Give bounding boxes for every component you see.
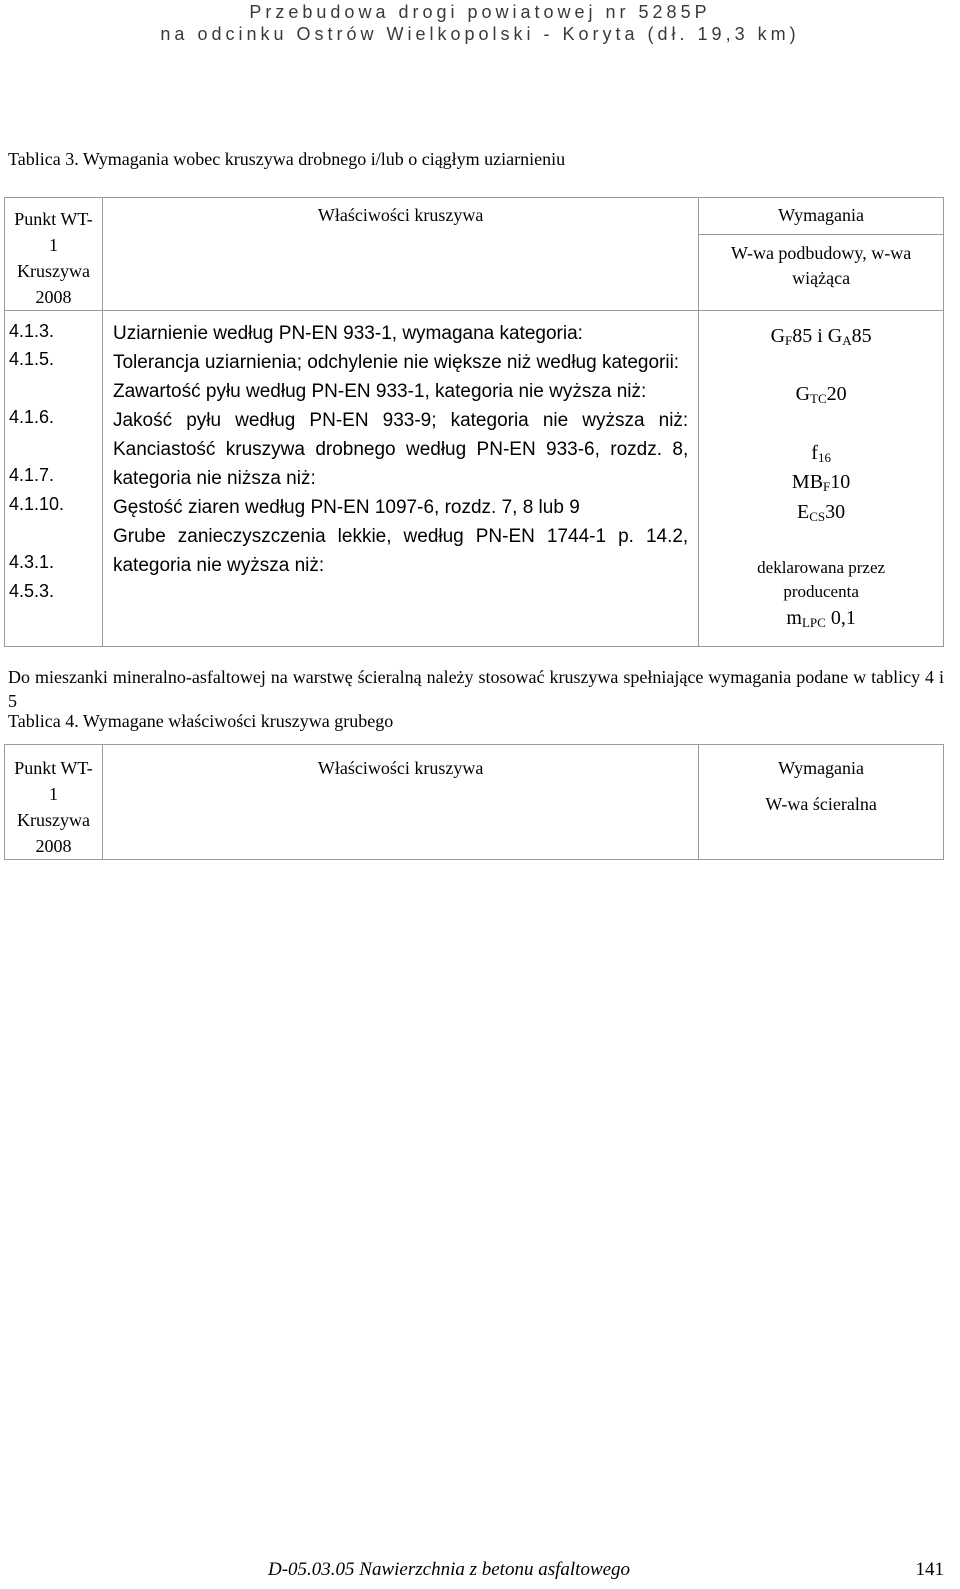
body-paragraph: Do mieszanki mineralno-asfaltowej na warstwę ścieralną należy stosować kruszywa spełniające wymagania podane w tablicy 4 i 5: [8, 667, 944, 711]
requirement-fines-quality: [699, 471, 943, 495]
document-header-title: Przebudowa drogi powiatowej nr 5285P: [249, 2, 711, 22]
code-4-1-6: 4.1.6.: [9, 407, 55, 427]
table4-caption: Tablica 4. Wymagane właściwości kruszywa grubego: [8, 711, 394, 731]
code-4-5-3: 4.5.3.: [9, 581, 55, 601]
req7-p1: m: [786, 607, 802, 629]
req6-line2: producenta: [783, 582, 859, 601]
footer-title: D-05.03.05 Nawierzchnia z betonu asfaltowego: [268, 1559, 631, 1580]
req4-s1: F: [823, 479, 831, 494]
req1-s1: F: [785, 333, 793, 348]
property-light-contaminants: Grube zanieczyszczenia lekkie, według PN-EN 1744-1 p. 14.2, kategoria nie wyższa niż:: [112, 526, 689, 576]
property-grading-tolerance: Tolerancja uziarnienia; odchylenie nie większe niż według kategorii:: [112, 352, 680, 373]
table4-header-requirements: [699, 745, 944, 860]
table4-requirements-sublabel: W-wa ścieralna: [765, 794, 877, 814]
req2-p2: 20: [826, 383, 847, 405]
table3-caption: Tablica 3. Wymagania wobec kruszywa drobnego i/lub o ciągłym uziarnieniu: [8, 149, 566, 169]
requirements-sublabel: W-wa podbudowy, w-wa wiążąca: [730, 243, 912, 288]
table3-codes-cell: [5, 311, 103, 647]
req7-s1: LPC: [801, 615, 826, 630]
req1-p3: 85: [851, 325, 872, 347]
req6-line1: deklarowana przez: [757, 558, 886, 577]
req5-p2: 30: [825, 501, 846, 523]
code-4-1-5: 4.1.5.: [9, 349, 55, 369]
req5-p1: E: [797, 501, 810, 523]
code-4-1-10: 4.1.10.: [9, 494, 65, 514]
table4: [4, 744, 944, 860]
property-fines-content: Zawartość pyłu według PN-EN 933-1, kategoria nie wyższa niż:: [112, 381, 647, 402]
requirement-density: [699, 556, 943, 604]
req1-p2: 85 i G: [792, 325, 843, 347]
document-header-subtitle: na odcinku Ostrów Wielkopolski - Koryta (dł. 19,3 km): [160, 24, 800, 44]
requirement-grading: [699, 325, 943, 349]
requirement-fines-content: [699, 442, 943, 466]
req1-s2: A: [842, 333, 852, 348]
table3-header-point: Punkt WT-1 Kruszywa 2008: [5, 198, 103, 311]
req7-p2: 0,1: [825, 607, 856, 629]
page-number: 141: [915, 1559, 944, 1580]
requirement-tolerance: [699, 383, 943, 407]
code-4-1-3: 4.1.3.: [9, 321, 55, 341]
property-fines-quality: Jakość pyłu według PN-EN 933-9; kategoria nie wyższa niż: Kanciastość kruszywa drobnego według PN-EN 933-6, rozdz. 8, kategoria nie niższa niż:: [112, 410, 689, 489]
req3-p1: f: [811, 442, 818, 464]
table3: [4, 197, 944, 647]
req3-s1: 16: [817, 450, 831, 465]
req4-p2: 10: [830, 471, 851, 493]
table3-properties-cell: [102, 311, 698, 647]
requirement-light-contaminants: [699, 607, 943, 631]
table4-requirements-label: Wymagania: [778, 758, 865, 778]
code-4-3-1: 4.3.1.: [9, 552, 55, 572]
property-density: Gęstość ziaren według PN-EN 1097-6, rozdz. 7, 8 lub 9: [112, 497, 580, 518]
req5-s1: CS: [809, 509, 826, 524]
req4-p1: MB: [791, 471, 824, 493]
table3-requirements-cell: [699, 311, 944, 647]
req2-p1: G: [795, 383, 811, 405]
table3-header-properties: Właściwości kruszywa: [102, 198, 698, 311]
property-grading: Uziarnienie według PN-EN 933-1, wymagana kategoria:: [112, 323, 583, 344]
requirements-label: Wymagania: [699, 198, 943, 235]
table3-header-requirements: [699, 198, 944, 311]
table4-header-properties: Właściwości kruszywa: [102, 745, 698, 860]
req2-s1: TC: [810, 391, 827, 406]
req1-p1: G: [770, 325, 786, 347]
code-4-1-7: 4.1.7.: [9, 465, 55, 485]
table4-header-point: Punkt WT-1 Kruszywa 2008: [5, 745, 103, 860]
requirement-angularity: [699, 501, 943, 525]
